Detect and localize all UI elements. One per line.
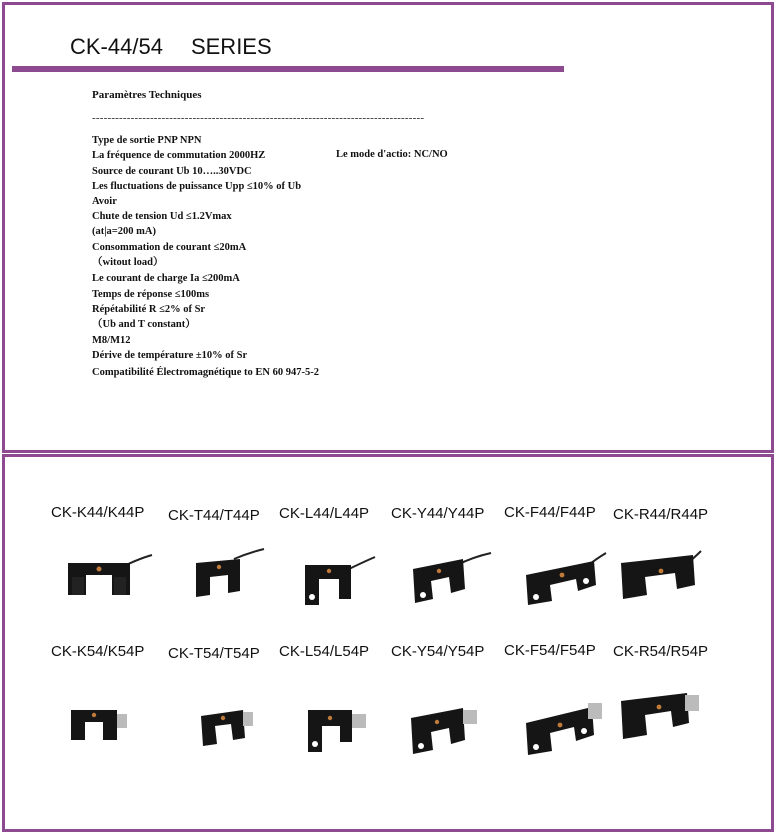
- photo-sensor-image: [65, 700, 135, 750]
- spec-line: Source de courant Ub 10…..30VDC: [92, 166, 252, 177]
- spec-line: Le courant de charge Ia ≤200mA: [92, 273, 240, 284]
- model-label: CK-F44/F44P: [504, 504, 596, 521]
- spec-line: Consommation de courant ≤20mA: [92, 242, 247, 253]
- spec-line: Compatibilité Électromagnétique to EN 60 947-5-2: [92, 367, 319, 378]
- spec-line: （witout load）: [92, 257, 164, 268]
- photo-sensor-image: [615, 545, 705, 610]
- photo-sensor-image: [615, 685, 705, 750]
- spec-heading: Paramètres Techniques: [92, 89, 202, 101]
- spec-line: (at|a=200 mA): [92, 226, 156, 237]
- spec-line: Chute de tension Ud ≤1.2Vmax: [92, 211, 232, 222]
- model-label: CK-F54/F54P: [504, 642, 596, 659]
- photo-sensor-image: [295, 545, 380, 615]
- photo-sensor-image: [60, 545, 155, 610]
- title-series: SERIES: [190, 34, 272, 59]
- spec-line: La fréquence de commutation 2000HZ: [92, 150, 266, 161]
- spec-line: Répétabilité R ≤2% of Sr: [92, 304, 206, 315]
- model-label: CK-K44/K44P: [51, 504, 145, 521]
- model-label: CK-R44/R44P: [613, 506, 709, 523]
- spec-line: M8/M12: [92, 335, 131, 346]
- spec-line: Type de sortie PNP NPN: [92, 135, 202, 146]
- model-label: CK-L44/L44P: [279, 505, 370, 522]
- photo-sensor-image: [300, 700, 380, 760]
- spec-line: Dérive de température ±10% of Sr: [92, 350, 248, 361]
- spec-divider: --------------------------------------------------------------------------------------: [92, 112, 425, 124]
- title-underline: [12, 66, 564, 72]
- spec-line: Avoir: [92, 196, 117, 207]
- photo-sensor-image: [520, 545, 610, 610]
- model-label: CK-T44/T44P: [168, 507, 260, 524]
- page-title: [70, 34, 272, 60]
- model-label: CK-L54/L54P: [279, 643, 370, 660]
- model-label: CK-Y44/Y44P: [391, 505, 485, 522]
- spec-line: Les fluctuations de puissance Upp ≤10% of Ub: [92, 181, 302, 192]
- model-label: CK-T54/T54P: [168, 645, 260, 662]
- model-label: CK-Y54/Y54P: [391, 643, 485, 660]
- photo-sensor-image: [190, 545, 270, 605]
- spec-line: Temps de réponse ≤100ms: [92, 289, 210, 300]
- spec-line: （Ub and T constant）: [92, 319, 196, 330]
- mode-note: Le mode d'actio: NC/NO: [336, 149, 448, 160]
- model-label: CK-K54/K54P: [51, 643, 145, 660]
- photo-sensor-image: [405, 545, 495, 610]
- photo-sensor-image: [520, 695, 610, 760]
- photo-sensor-image: [405, 700, 490, 760]
- title-model: CK-44/54: [70, 34, 163, 59]
- photo-sensor-image: [195, 700, 265, 750]
- model-label: CK-R54/R54P: [613, 643, 709, 660]
